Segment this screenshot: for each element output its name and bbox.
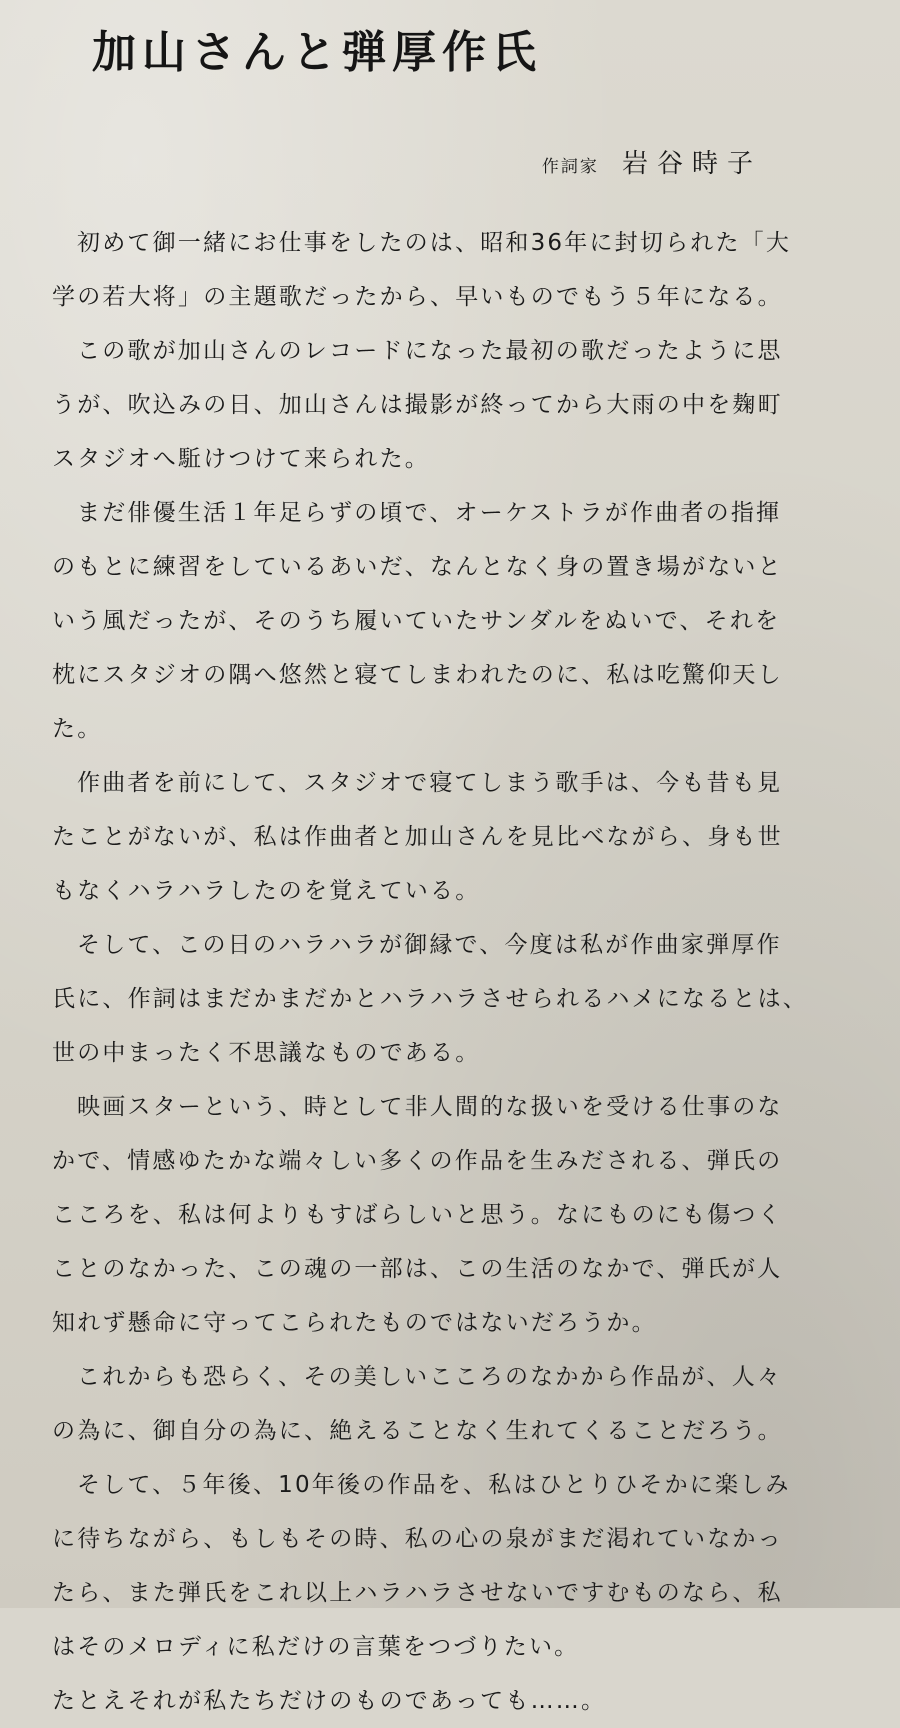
text-line: ことのなかった、この魂の一部は、この生活のなかで、弾氏が人 [52, 1256, 783, 1282]
text-line: はそのメロディに私だけの言葉をつづりたい。 [52, 1634, 580, 1660]
text-line: 枕にスタジオの隅へ悠然と寝てしまわれたのに、私は吃驚仰天し [52, 662, 783, 688]
text-line: これからも恐らく、その美しいこころのなかから作品が、人々 [77, 1364, 783, 1390]
article-body [52, 216, 872, 1728]
text-line: スタジオへ駈けつけて来られた。 [52, 446, 430, 472]
text-line: たら、また弾氏をこれ以上ハラハラさせないですむものなら、私 [52, 1580, 783, 1606]
author-name: 岩谷時子 [621, 149, 762, 179]
text-line: うが、吹込みの日、加山さんは撮影が終ってから大雨の中を麹町 [52, 392, 783, 418]
text-line: 作曲者を前にして、スタジオで寝てしまう歌手は、今も昔も見 [77, 770, 783, 796]
byline [52, 144, 762, 184]
text-line: に待ちながら、もしもその時、私の心の泉がまだ渇れていなかっ [52, 1526, 783, 1552]
text-line: のもとに練習をしているあいだ、なんとなく身の置き場がないと [52, 554, 783, 580]
text-line: の為に、御自分の為に、絶えることなく生れてくることだろう。 [52, 1418, 783, 1444]
text-line: た。 [52, 716, 103, 742]
text-line: まだ俳優生活１年足らずの頃で、オーケストラが作曲者の指揮 [77, 500, 782, 526]
text-line: 学の若大将」の主題歌だったから、早いものでもう５年になる。 [52, 284, 783, 310]
article-title: 加山さんと弾厚作氏 [92, 27, 542, 78]
text-line: 知れず懸命に守ってこられたものではないだろうか。 [52, 1310, 657, 1336]
text-line: 初めて御一緒にお仕事をしたのは、昭和36年に封切られた「大 [77, 230, 792, 256]
text-line: もなくハラハラしたのを覚えている。 [52, 878, 481, 904]
author-role: 作詞家 [541, 157, 599, 177]
text-line: たとえそれが私たちだけのものであっても……。 [52, 1688, 607, 1714]
text-line: この歌が加山さんのレコードになった最初の歌だったように思 [77, 338, 783, 364]
text-line: そして、５年後、10年後の作品を、私はひとりひそかに楽しみ [77, 1472, 791, 1498]
text-line: 世の中まったく不思議なものである。 [52, 1040, 481, 1066]
text-line: そして、この日のハラハラが御縁で、今度は私が作曲家弾厚作 [77, 932, 782, 958]
text-line: 氏に、作詞はまだかまだかとハラハラさせられるハメになるとは、 [52, 986, 808, 1012]
text-line: こころを、私は何よりもすばらしいと思う。なにものにも傷つく [52, 1202, 783, 1228]
text-line: たことがないが、私は作曲者と加山さんを見比べながら、身も世 [52, 824, 783, 850]
text-line: 映画スターという、時として非人間的な扱いを受ける仕事のな [77, 1094, 783, 1120]
text-line: かで、情感ゆたかな端々しい多くの作品を生みだされる、弾氏の [52, 1148, 783, 1174]
text-line: いう風だったが、そのうち履いていたサンダルをぬいで、それを [52, 608, 781, 634]
